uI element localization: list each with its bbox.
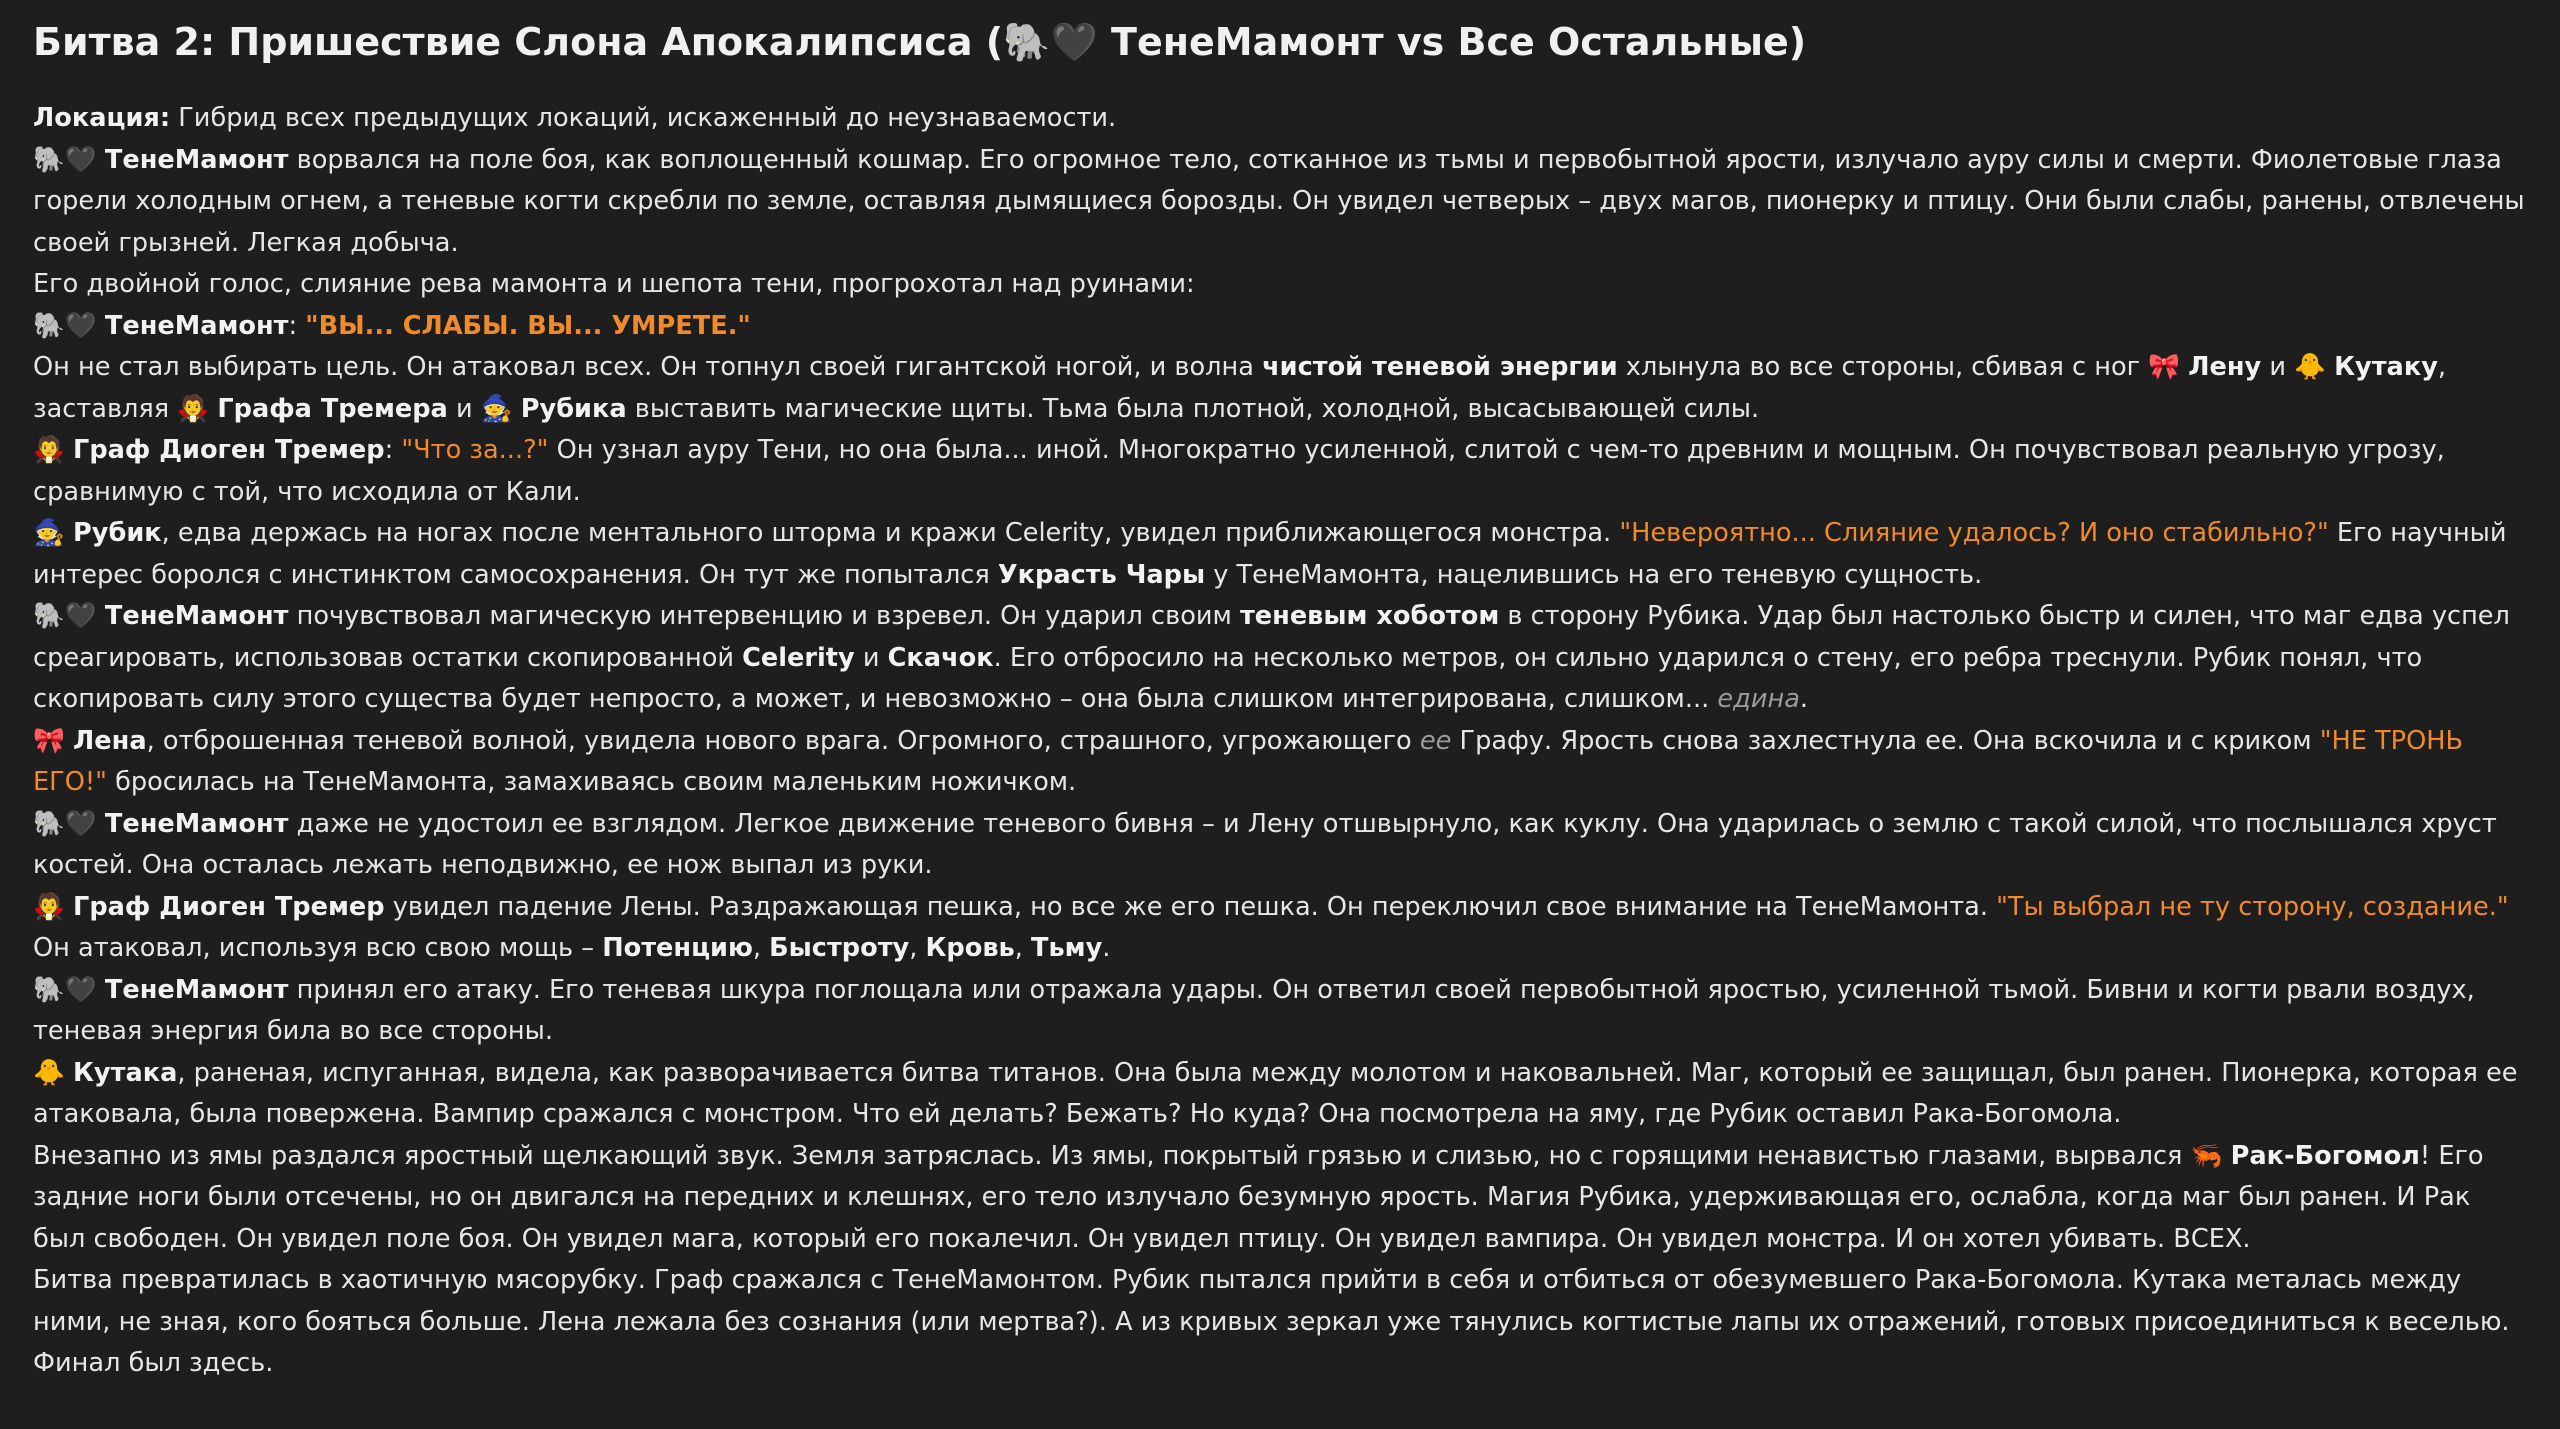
bold-text: Граф Диоген Тремер xyxy=(73,891,385,922)
text-run: . xyxy=(1799,684,1809,714)
text-run: , заставляя 🧛 xyxy=(33,352,2447,424)
text-run: увидел падение Лены. Раздражающая пешка, но все же его пешка. Он переключил свое внимание на ТенеМамонта. xyxy=(384,891,1997,922)
text-run: . Его отбросило на несколько метров, он сильно ударился о стену, его ребра треснули. Рубик понял, что скопировать силу этого существа будет непросто, а может, и невозможно – она была слишком интегрирована, слишком... xyxy=(33,642,2423,714)
bold-text: Лену xyxy=(2188,352,2262,382)
text-run: и 🐥 xyxy=(2261,352,2335,382)
bold-text: Локация: xyxy=(33,103,171,133)
text-run: Графу. Ярость снова захлестнула ее. Она вскочила и с криком xyxy=(1451,725,2320,756)
bold-text: Celerity xyxy=(742,642,855,673)
bold-text: Украсть Чары xyxy=(997,559,1206,590)
text-run: в сторону Рубика. Удар был настолько быстр и силен, что маг едва успел среагировать, использовав остатки скопированной xyxy=(33,601,2510,673)
bold-text: ТенеМамонт xyxy=(104,974,289,1005)
bold-text: Кровь xyxy=(925,933,1015,963)
text-run: Его научный интерес боролся с инстинктом самосохранения. Он тут же попытался xyxy=(33,518,2507,590)
bold-text: Потенцию xyxy=(602,933,753,963)
text-run: 🧙 xyxy=(33,518,74,548)
text-run: Его двойной голос, слияние рева мамонта и шепота тени, прогрохотал над руинами: xyxy=(33,269,1195,299)
text-run: у ТенеМамонта, нацелившись на его теневую сущность. xyxy=(1205,559,1983,590)
text-run: ворвался на поле боя, как воплощенный кошмар. Его огромное тело, сотканное из тьмы и первобытной ярости, излучало ауру силы и смерти. Фиолетовые глаза горели холодным огнем, а теневые когти скребли по земле, оставляя дымящиеся борозды. Он увидел четверых – двух магов, пионерку и птицу. Они были слабы, ранены, отвлечены своей грызней. Легкая добыча. xyxy=(33,144,2525,258)
italic-text: ее xyxy=(1419,725,1452,756)
paragraph xyxy=(33,347,2527,430)
bold-text: Рубик xyxy=(73,518,162,548)
paragraph xyxy=(33,264,2527,306)
italic-text: едина xyxy=(1717,684,1800,714)
text-run: бросилась на ТенеМамонта, замахиваясь своим маленьким ножичком. xyxy=(106,767,1077,797)
text-run: выставить магические щиты. Тьма была плотной, холодной, высасывающей силы. xyxy=(626,393,1760,424)
text-run: , отброшенная теневой волной, увидела нового врага. Огромного, страшного, угрожающего xyxy=(146,725,1420,756)
paragraph xyxy=(33,1136,2527,1261)
quote-text: "ВЫ... СЛАБЫ. ВЫ... УМРЕТЕ." xyxy=(305,310,751,341)
text-run: , xyxy=(1014,933,1032,963)
quote-text: "Невероятно... Слияние удалось? И оно стабильно?" xyxy=(1619,518,2329,548)
bold-text: ТенеМамонт xyxy=(104,808,289,839)
bold-text: Графа Тремера xyxy=(217,393,448,424)
story-content xyxy=(33,98,2527,1385)
text-run: 🐥 xyxy=(33,1057,74,1088)
text-run: , едва держась на ногах после ментального шторма и кражи Celerity, увидел приближающегося монстра. xyxy=(161,518,1620,548)
bold-text: Рубика xyxy=(520,393,627,424)
paragraph xyxy=(33,804,2527,887)
text-run: , раненая, испуганная, видела, как разворачивается битва титанов. Она была между молотом и наковальней. Маг, который ее защищал, был ранен. Пионерка, которая ее атаковала, была повержена. Вампир сражался с монстром. Что ей делать? Бежать? Но куда? Она посмотрела на яму, где Рубик оставил Рака-Богомола. xyxy=(33,1057,2518,1129)
text-run: , xyxy=(909,933,926,963)
paragraph xyxy=(33,1053,2527,1136)
bold-text: Лена xyxy=(73,725,147,756)
text-run: 🐘🖤 xyxy=(33,974,105,1005)
text-run: Он узнал ауру Тени, но она была... иной. Многократно усиленной, слитой с чем-то древним и мощным. Он почувствовал реальную угрозу, сравнимую с той, что исходила от Кали. xyxy=(33,435,2445,507)
bold-text: Кутака xyxy=(73,1057,178,1088)
paragraph xyxy=(33,430,2527,513)
paragraph xyxy=(33,306,2527,348)
text-run: и xyxy=(854,642,888,673)
text-run: 🐘🖤 xyxy=(33,310,105,341)
text-run: : xyxy=(288,310,306,341)
text-run: 🧛 xyxy=(33,891,74,922)
bold-text: Тьму xyxy=(1031,933,1103,963)
text-run: Он не стал выбирать цель. Он атаковал всех. Он топнул своей гигантской ногой, и волна xyxy=(33,352,1263,382)
page-title: Битва 2: Пришествие Слона Апокалипсиса (🐘🖤 ТенеМамонт vs Все Остальные) xyxy=(33,20,1807,64)
bold-text: теневым хоботом xyxy=(1239,601,1500,631)
text-run: Внезапно из ямы раздался яростный щелкающий звук. Земля затряслась. Из ямы, покрытый грязью и слизью, но с горящими ненавистью глазами, вырвался 🦐 xyxy=(33,1140,2231,1171)
paragraph xyxy=(33,887,2527,970)
paragraph xyxy=(33,140,2527,265)
text-run: . xyxy=(1102,933,1111,963)
text-run: почувствовал магическую интервенцию и взревел. Он ударил своим xyxy=(288,601,1240,631)
text-run: Он атаковал, используя всю свою мощь – xyxy=(33,933,603,963)
quote-text: "НЕ ТРОНЬ ЕГО!" xyxy=(33,725,2464,797)
text-run: 🎀 xyxy=(33,725,74,756)
text-run: и 🧙 xyxy=(447,393,521,424)
paragraph xyxy=(33,970,2527,1053)
text-run: даже не удостоил ее взглядом. Легкое движение теневого бивня – и Лену отшвырнуло, как куклу. Она ударилась о землю с такой силой, что послышался хруст костей. Она осталась лежать неподвижно, ее нож выпал из руки. xyxy=(33,808,2497,880)
bold-text: ТенеМамонт xyxy=(104,144,289,175)
bold-text: чистой теневой энергии xyxy=(1262,352,1618,382)
text-run: принял его атаку. Его теневая шкура поглощала или отражала удары. Он ответил своей первобытной яростью, усиленной тьмой. Бивни и когти рвали воздух, теневая энергия била во все стороны. xyxy=(33,974,2475,1046)
quote-text: "Ты выбрал не ту сторону, создание." xyxy=(1996,891,2509,922)
paragraph xyxy=(33,98,2527,140)
bold-text: Кутаку xyxy=(2334,352,2438,382)
paragraph xyxy=(33,596,2527,721)
text-run: 🐘🖤 xyxy=(33,808,105,839)
paragraph xyxy=(33,513,2527,596)
text-run: 🐘🖤 xyxy=(33,601,105,631)
text-run: ! Его задние ноги были отсечены, но он двигался на передних и клешнях, его тело излучало безумную ярость. Магия Рубика, удерживающая его, ослабла, когда маг был ранен. И Рак был свободен. Он увидел поле боя. Он увидел мага, который его покалечил. Он увидел птицу. Он увидел вампира. Он увидел монстра. И он хотел убивать. ВСЕХ. xyxy=(33,1140,2484,1254)
bold-text: Граф Диоген Тремер xyxy=(73,435,385,465)
bold-text: Скачок xyxy=(887,642,994,673)
text-run: 🐘🖤 xyxy=(33,144,105,175)
quote-text: "Что за...?" xyxy=(401,435,549,465)
text-run: хлынула во все стороны, сбивая с ног 🎀 xyxy=(1617,352,2189,382)
bold-text: Рак-Богомол xyxy=(2230,1140,2420,1171)
bold-text: ТенеМамонт xyxy=(104,310,289,341)
text-run: Гибрид всех предыдущих локаций, искаженный до неузнаваемости. xyxy=(170,103,1117,133)
paragraph xyxy=(33,721,2527,804)
text-run: : xyxy=(384,435,402,465)
paragraph xyxy=(33,1260,2527,1385)
text-run: 🧛 xyxy=(33,435,74,465)
text-run: , xyxy=(752,933,770,963)
text-run: Битва превратилась в хаотичную мясорубку. Граф сражался с ТенеМамонтом. Рубик пытался прийти в себя и отбиться от обезумевшего Рака-Богомола. Кутака металась между ними, не зная, кого бояться больше. Лена лежала без сознания (или мертва?). А из кривых зеркал уже тянулись когтистые лапы их отражений, готовых присоединиться к веселью. Финал был здесь. xyxy=(33,1265,2510,1378)
bold-text: ТенеМамонт xyxy=(104,601,289,631)
bold-text: Быстроту xyxy=(769,933,910,963)
